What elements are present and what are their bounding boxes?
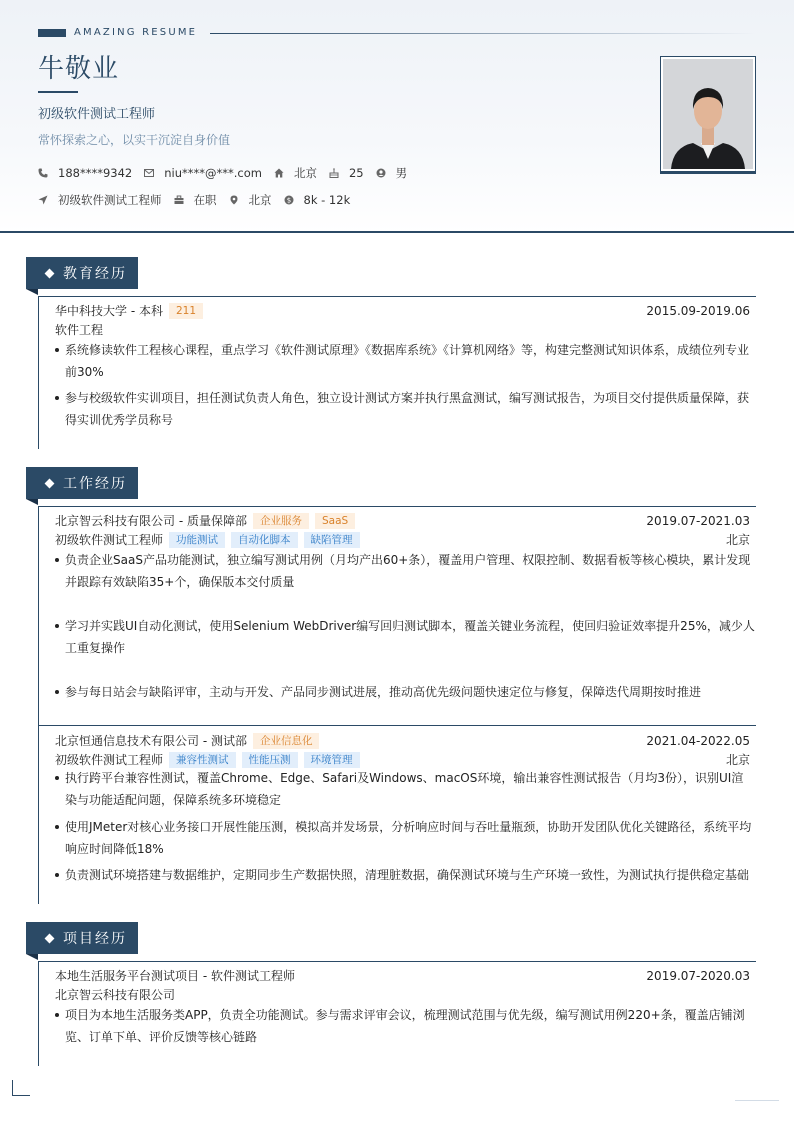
info-target-city xyxy=(229,192,272,208)
entry-divider xyxy=(38,725,756,726)
gender-icon xyxy=(376,168,386,178)
skill-tag: 兼容性测试 xyxy=(169,752,236,768)
info-gender-text: 男 xyxy=(395,166,408,180)
work-bullet: 负责测试环境搭建与数据维护，定期同步生产数据快照，清理脏数据，确保测试环境与生产环境一致性，为测试执行提供稳定基础 xyxy=(55,864,755,886)
info-status-text: 在职 xyxy=(193,193,217,207)
page-corner-line xyxy=(735,1100,779,1101)
work-role-line xyxy=(55,751,750,768)
education-entry-header xyxy=(55,302,750,319)
photo-accent-bar xyxy=(660,171,756,174)
home-icon xyxy=(274,168,284,178)
info-phone-text: 188****9342 xyxy=(58,166,133,180)
title-fold-decoration xyxy=(26,954,38,960)
work-entry-header xyxy=(55,732,750,749)
work-bullet: 参与每日站会与缺陷评审，主动与开发、产品同步测试进展，推动高优先级问题快速定位与修复，保障迭代周期按时推进 xyxy=(55,681,755,703)
work-entry-header xyxy=(55,512,750,529)
education-major-line xyxy=(55,321,750,338)
project-title-text: 项目经历 xyxy=(63,931,127,947)
skill-tag: 自动化脚本 xyxy=(231,532,298,548)
salary-icon xyxy=(284,195,294,205)
work-section-title xyxy=(26,467,138,499)
briefcase-icon xyxy=(174,195,184,205)
role: 初级软件测试工程师 xyxy=(55,753,164,767)
company-name: 北京智云科技有限公司 - 质量保障部 xyxy=(55,514,247,528)
info-email xyxy=(144,166,262,180)
tagline: AMAZING RESUME xyxy=(74,27,198,38)
title-fold-decoration xyxy=(26,499,38,505)
skill-tag: 环境管理 xyxy=(304,752,360,768)
info-row-personal xyxy=(38,165,419,181)
name-underline xyxy=(38,91,78,93)
info-email-text: niu****@***.com xyxy=(164,166,262,180)
company-tag: 企业信息化 xyxy=(253,733,320,749)
mail-icon xyxy=(144,168,154,178)
project-bullet: 项目为本地生活服务类APP，负责全功能测试。参与需求评审会议，梳理测试范围与优先级，编写测试用例220+条，覆盖店铺浏览、订单下单、评价反馈等核心链路 xyxy=(55,1004,755,1048)
education-bullet: 系统修读软件工程核心课程，重点学习《软件测试原理》《数据库系统》《计算机网络》等，构建完整测试知识体系，成绩位列专业前30% xyxy=(55,339,755,383)
skill-tag: 性能压测 xyxy=(242,752,298,768)
svg-text:$: $ xyxy=(286,196,291,205)
education-bullet: 参与校级软件实训项目，担任测试负责人角色，独立设计测试方案并执行黑盒测试，编写测试报告，为项目交付提供质量保障，获得实训优秀学员称号 xyxy=(55,387,755,431)
company-tag: SaaS xyxy=(315,513,355,529)
work-location: 北京 xyxy=(725,753,750,767)
work-date: 2019.07-2021.03 xyxy=(646,513,750,528)
project-company-line xyxy=(55,986,750,1003)
diamond-icon xyxy=(45,933,55,943)
info-target-city-text: 北京 xyxy=(248,193,272,207)
info-row-career xyxy=(38,192,362,208)
diamond-icon xyxy=(45,268,55,278)
location-pin-icon xyxy=(229,195,239,205)
info-status xyxy=(174,192,217,208)
candidate-name: 牛敬业 xyxy=(38,54,120,84)
project-date: 2019.07-2020.03 xyxy=(646,968,750,983)
work-bullet: 学习并实践UI自动化测试，使用Selenium WebDriver编写回归测试脚本，覆盖关键业务流程，使回归验证效率提升25%，减少人工重复操作 xyxy=(55,615,755,659)
work-bullet: 执行跨平台兼容性测试，覆盖Chrome、Edge、Safari及Windows、macOS环境，输出兼容性测试报告（月均3份），识别UI渲染与功能适配问题，保障系统多环境稳定 xyxy=(55,767,755,811)
tagline-divider xyxy=(210,33,755,34)
info-age xyxy=(329,166,364,180)
work-location: 北京 xyxy=(725,533,750,547)
school-tag: 211 xyxy=(169,303,203,319)
info-hometown-text: 北京 xyxy=(293,166,317,180)
info-salary-text: 8k - 12k xyxy=(303,193,351,207)
header-divider xyxy=(0,231,794,233)
company-tag: 企业服务 xyxy=(253,513,309,529)
phone-icon xyxy=(38,168,48,178)
skill-tag: 功能测试 xyxy=(169,532,225,548)
education-title-text: 教育经历 xyxy=(63,266,127,282)
page-corner-decoration xyxy=(12,1080,30,1096)
profile-photo-frame xyxy=(660,56,756,173)
work-role-line xyxy=(55,531,750,548)
skill-tag: 缺陷管理 xyxy=(304,532,360,548)
project-company: 北京智云科技有限公司 xyxy=(55,988,176,1002)
send-icon xyxy=(38,195,48,205)
school-name: 华中科技大学 - 本科 xyxy=(55,304,163,318)
info-salary xyxy=(284,193,351,207)
info-target-position xyxy=(38,192,162,208)
education-date: 2015.09-2019.06 xyxy=(646,303,750,318)
major: 软件工程 xyxy=(55,323,104,337)
project-section-title xyxy=(26,922,138,954)
education-section-title xyxy=(26,257,138,289)
role: 初级软件测试工程师 xyxy=(55,533,164,547)
work-bullet: 负责企业SaaS产品功能测试，独立编写测试用例（月均产出60+条），覆盖用户管理、权限控制、数据看板等核心模块，累计发现并跟踪有效缺陷35+个，确保版本交付质量 xyxy=(55,549,755,593)
info-gender xyxy=(376,165,408,181)
info-phone xyxy=(38,166,132,180)
project-entry-header xyxy=(55,967,750,984)
diamond-icon xyxy=(45,478,55,488)
work-bullet: 使用JMeter对核心业务接口开展性能压测，模拟高并发场景，分析响应时间与吞吐量瓶颈，协助开发团队优化关键路径，系统平均响应时间降低18% xyxy=(55,816,755,860)
info-target-position-text: 初级软件测试工程师 xyxy=(58,193,162,207)
info-age-text: 25 xyxy=(348,166,364,180)
info-hometown xyxy=(274,165,317,181)
tagline-bar xyxy=(38,29,66,37)
work-title-text: 工作经历 xyxy=(63,476,127,492)
job-title: 初级软件测试工程师 xyxy=(38,107,156,122)
title-fold-decoration xyxy=(26,289,38,295)
project-name: 本地生活服务平台测试项目 - 软件测试工程师 xyxy=(55,969,295,983)
profile-photo xyxy=(663,59,753,169)
cake-icon xyxy=(329,168,339,178)
company-name: 北京恒通信息技术有限公司 - 测试部 xyxy=(55,734,247,748)
motto: 常怀探索之心，以实干沉淀自身价值 xyxy=(38,133,231,147)
work-date: 2021.04-2022.05 xyxy=(646,733,750,748)
